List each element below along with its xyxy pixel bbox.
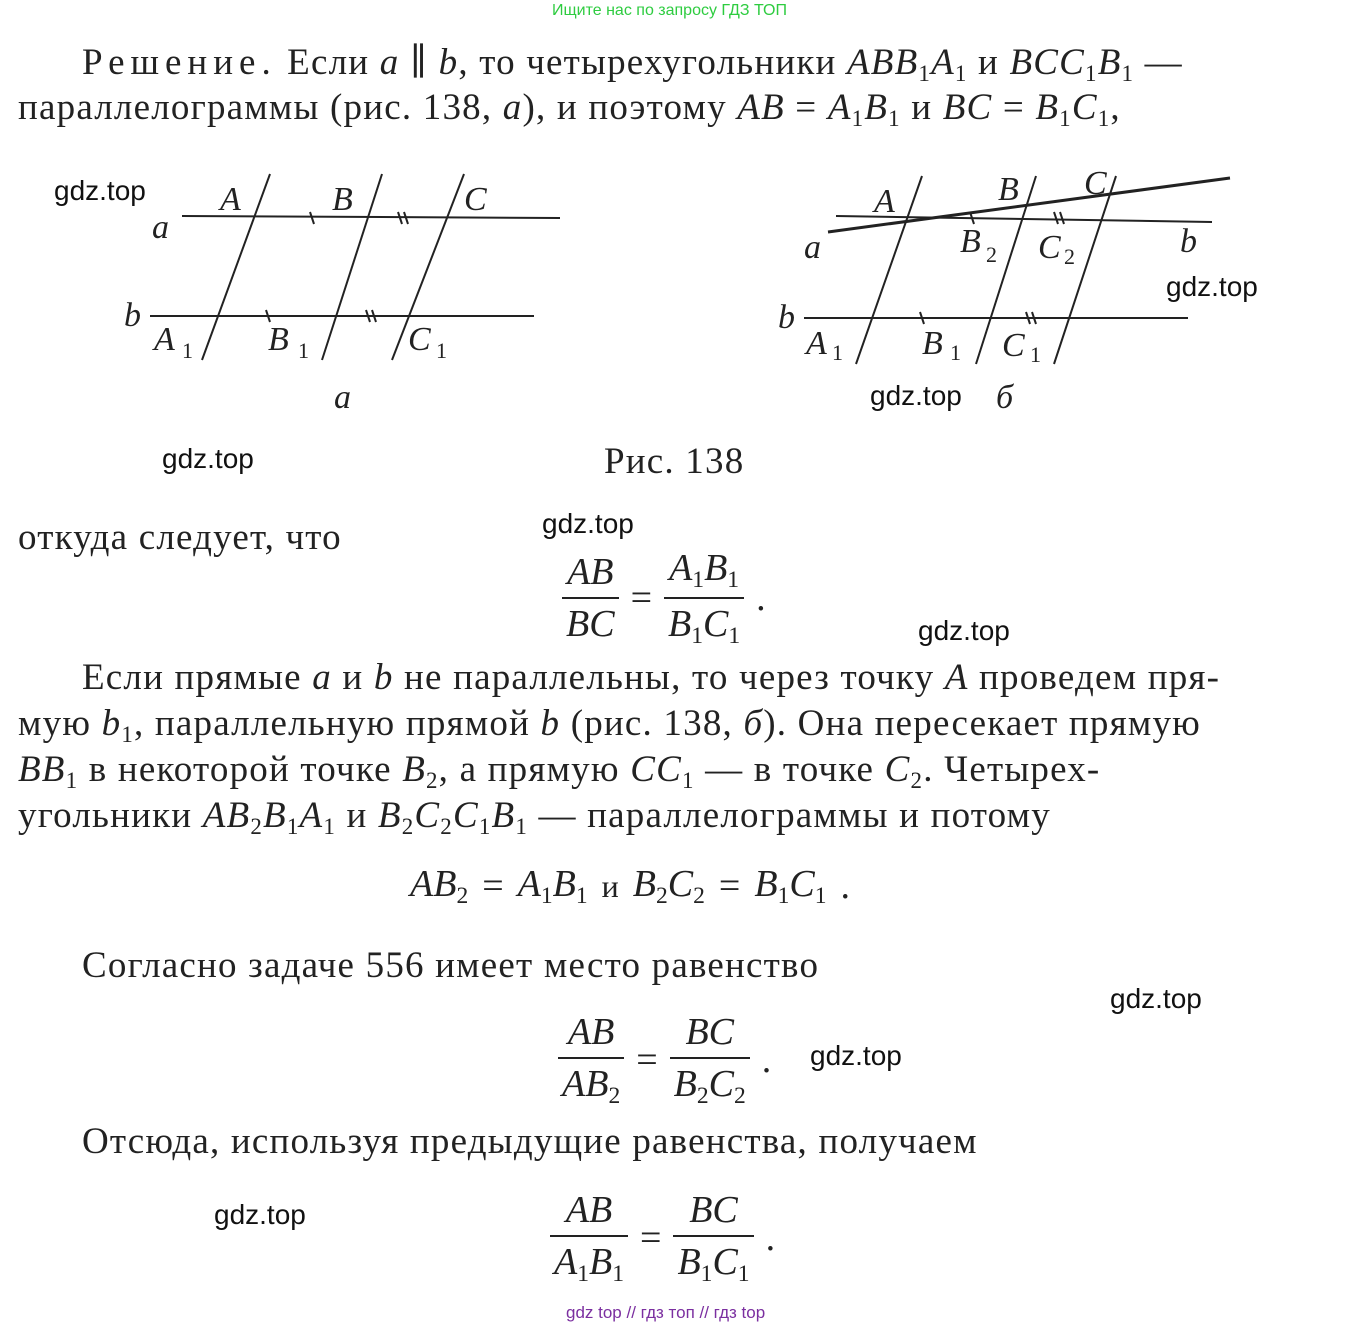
label-C: C (464, 181, 487, 218)
figure-caption: Рис. 138 (604, 441, 745, 482)
subfig-b-label: б (996, 379, 1014, 416)
watermark: gdz.top (810, 1040, 902, 1071)
solution-word: Решение. (82, 42, 277, 83)
svg-text:1: 1 (1030, 342, 1041, 367)
label-B1: B (268, 321, 289, 358)
para-thus: откуда следует, что (18, 517, 342, 558)
para3-line-4: угольники $AB_2B_1A_1$ и $B_2C_2C_1B_1$ — параллелограммы и потому (18, 795, 1051, 839)
label-C1: C (1002, 327, 1025, 364)
svg-text:1: 1 (182, 338, 193, 363)
svg-text:1: 1 (436, 338, 447, 363)
label-b: b (778, 299, 795, 336)
subfig-a-label: a (334, 379, 351, 416)
label-b-upper: b (1180, 223, 1197, 260)
figure-138-a (110, 160, 590, 420)
watermark: gdz.top (1166, 271, 1258, 302)
watermark: gdz.top (542, 508, 634, 539)
svg-text:1: 1 (950, 340, 961, 365)
label-A: A (220, 181, 241, 218)
search-hint-header: Ищите нас по запросу ГДЗ ТОП (552, 2, 787, 19)
label-B: B (998, 171, 1019, 208)
formula-4: $\frac{AB}{A_1B_1}$ = $\frac{BC}{B_1C_1}$ . (550, 1188, 775, 1288)
label-C1: C (408, 321, 431, 358)
solution-line-1: Решение. Если a ∥ b, то четырехугольники $ABB_1A_1$ и $BCC_1B_1$ — (82, 42, 1183, 86)
para3-line-1: Если прямые a и b не параллельны, то через точку A проведем пря- (82, 657, 1221, 698)
label-C2: C (1038, 229, 1061, 266)
label-a: a (152, 209, 169, 246)
label-a: a (804, 229, 821, 266)
watermark: gdz.top (870, 380, 962, 411)
watermark: gdz.top (918, 615, 1010, 646)
para-hence: Отсюда, используя предыдущие равенства, получаем (82, 1121, 978, 1162)
label-A1: A (806, 325, 827, 362)
para-problem-556: Согласно задаче 556 имеет место равенство (82, 945, 820, 986)
footer-links: gdz top // гдз топ // гдз top (566, 1303, 766, 1322)
label-B1: B (922, 325, 943, 362)
svg-text:1: 1 (832, 340, 843, 365)
formula-2: $AB_2$ = $A_1B_1$ и $B_2C_2$ = $B_1C_1$ . (410, 863, 850, 910)
label-B2: B (960, 223, 981, 260)
solution-line-2: параллелограммы (рис. 138, a), и поэтому AB = $A_1B_1$ и BC = $B_1C_1$, (18, 87, 1121, 131)
para3-line-2: мую $b_1$, параллельную прямой b (рис. 138, б). Она пересекает прямую (18, 703, 1201, 747)
label-A: A (874, 183, 895, 220)
svg-text:2: 2 (986, 242, 997, 267)
transversal-CC1 (1054, 176, 1116, 364)
watermark: gdz.top (214, 1199, 306, 1230)
watermark: gdz.top (1110, 983, 1202, 1014)
para3-line-3: $BB_1$ в некоторой точке $B_2$, а прямую $CC_1$ — в точке $C_2$. Четырех- (18, 749, 1101, 793)
watermark: gdz.top (54, 175, 146, 206)
label-B: B (332, 181, 353, 218)
svg-text:2: 2 (1064, 244, 1075, 269)
label-A1: A (154, 321, 175, 358)
formula-3: $\frac{AB}{AB_2}$ = $\frac{BC}{B_2C_2}$ . (558, 1010, 771, 1110)
label-C: C (1084, 165, 1107, 202)
watermark: gdz.top (162, 443, 254, 474)
formula-1: $\frac{AB}{BC}$ = $\frac{A_1B_1}{B_1C_1}$ . (562, 546, 766, 650)
svg-text:1: 1 (298, 338, 309, 363)
label-b: b (124, 297, 141, 334)
